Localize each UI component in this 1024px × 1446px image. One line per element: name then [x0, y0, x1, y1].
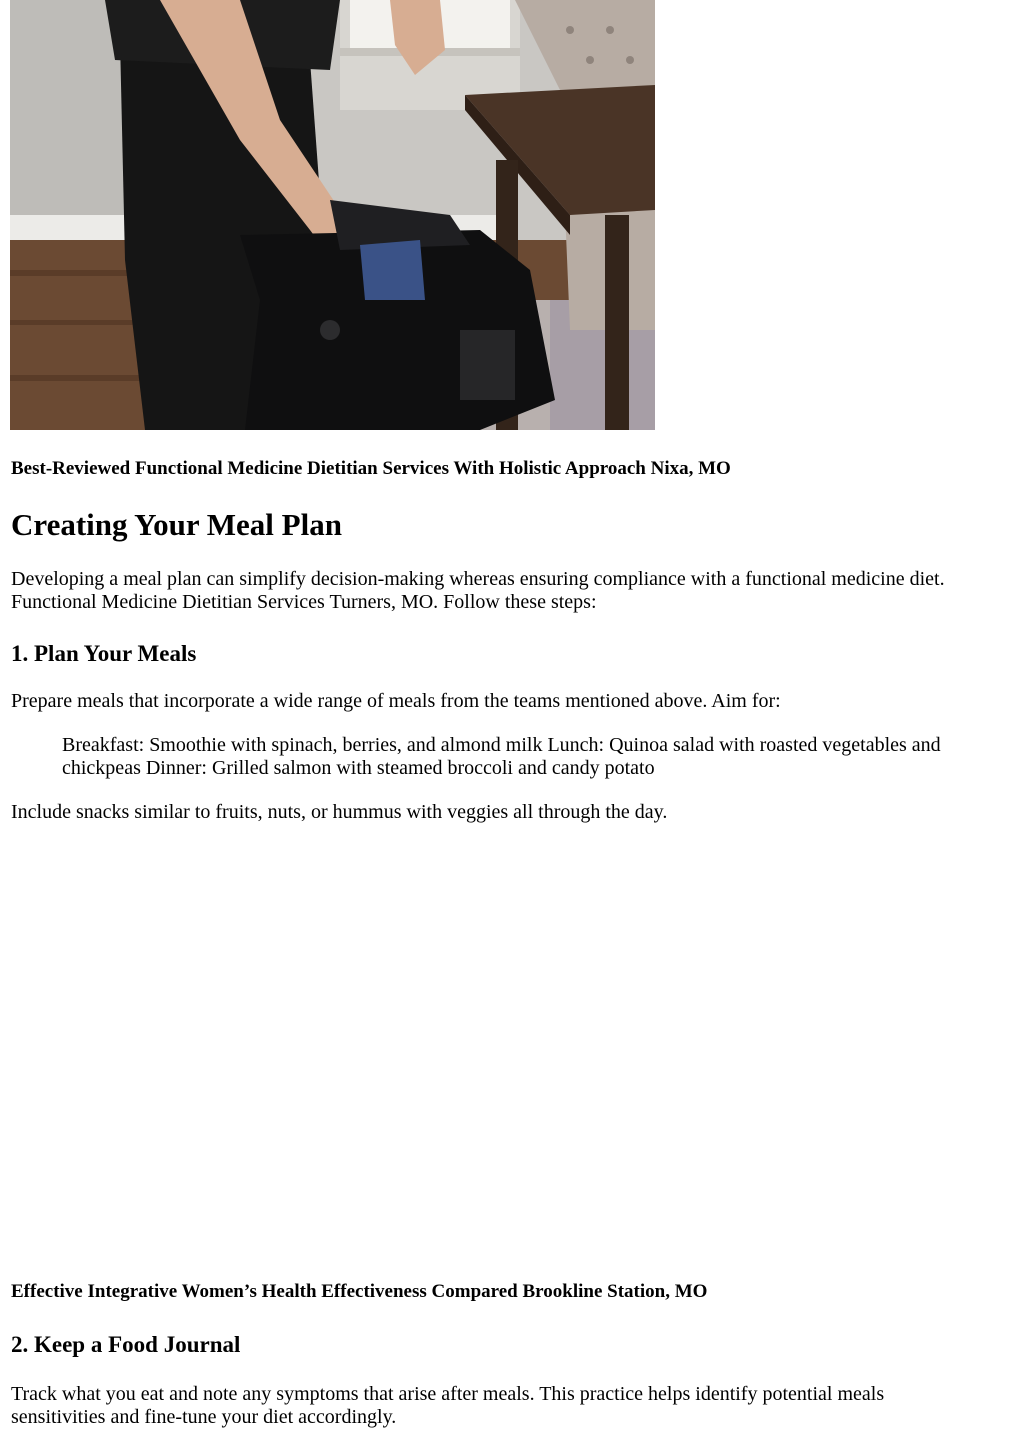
snacks-paragraph: Include snacks similar to fruits, nuts, or hummus with veggies all through the day. [11, 801, 668, 823]
main-heading: Creating Your Meal Plan [11, 507, 342, 542]
caption-bottom: Effective Integrative Women’s Health Effectiveness Compared Brookline Station, MO [11, 1281, 708, 1302]
section1-paragraph: Prepare meals that incorporate a wide range of meals from the teams mentioned above. Aim for: [11, 690, 781, 712]
hero-photo [10, 0, 655, 430]
caption-top: Best-Reviewed Functional Medicine Dietitian Services With Holistic Approach Nixa, MO [11, 458, 731, 479]
meal-examples-quote: Breakfast: Smoothie with spinach, berries, and almond milk Lunch: Quinoa salad with roasted vegetables and chickpeas Dinner: Grilled salmon with steamed broccoli and candy potato [62, 734, 941, 779]
photo-person-packing-bag-icon [10, 0, 655, 430]
section2-paragraph: Track what you eat and note any symptoms that arise after meals. This practice helps identify potential meals sensitivities and fine-tune your diet accordingly. [11, 1383, 885, 1428]
intro-paragraph: Developing a meal plan can simplify decision-making whereas ensuring compliance with a functional medicine diet. Functional Medicine Dietitian Services Turners, MO. Follow these steps: [11, 568, 945, 613]
section2-heading: 2. Keep a Food Journal [11, 1332, 241, 1357]
section1-heading: 1. Plan Your Meals [11, 641, 197, 666]
